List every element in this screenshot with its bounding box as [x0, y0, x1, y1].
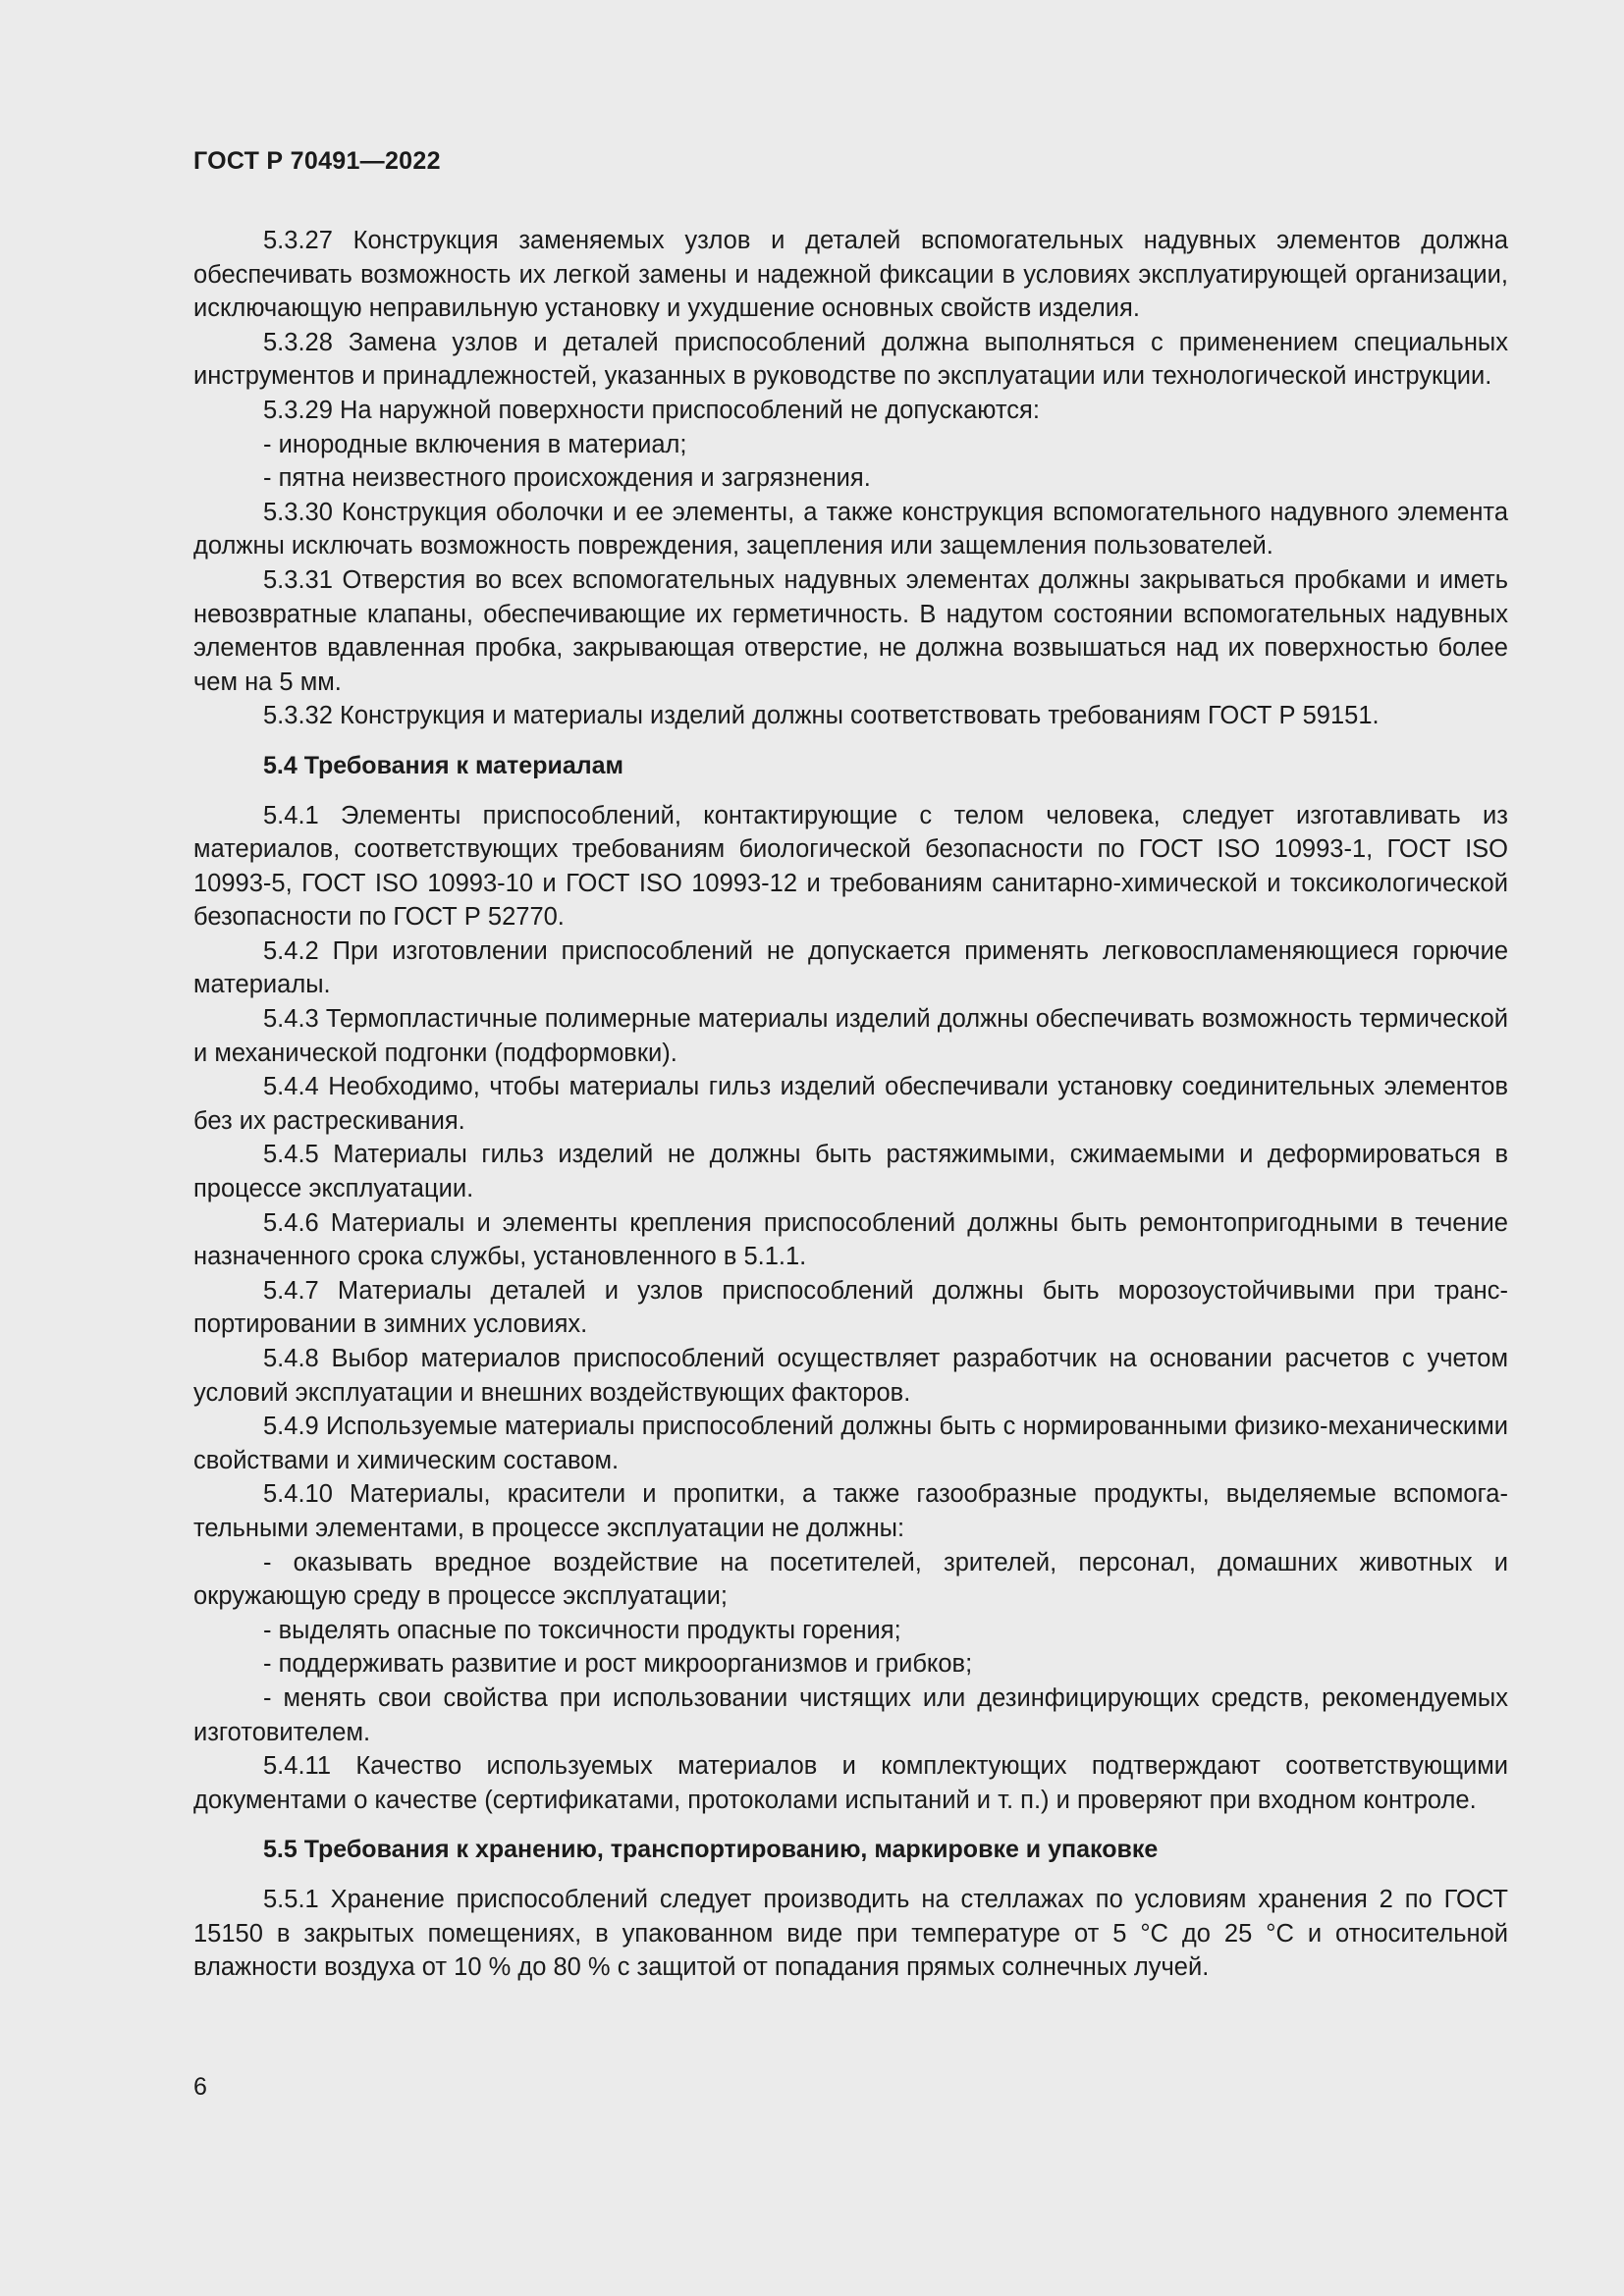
paragraph: 5.3.29 На наружной поверхности приспособлений не допускаются: — [263, 396, 1040, 424]
paragraph: 5.4.2 При изготовлении приспособлений не допускается применять легковоспламеняющиеся горючие материалы. — [193, 936, 1508, 999]
page-number: 6 — [193, 2073, 207, 2101]
list-item: - оказывать вредное воздействие на посетителей, зрителей, персонал, домашних животных и окружающую среду в процессе эксплуатации; — [193, 1548, 1508, 1611]
paragraph: 5.4.1 Элементы приспособлений, контактирующие с телом человека, следует изготавливать из материалов, соответствующих требованиям биологической безопасности по ГОСТ ISO 10993-1, ГОСТ ISO 10993-5, ГОСТ ISO 10993-10 и ГОСТ ISO 10993-12 и требованиям санитарно-химической и токсикологической безопасности по ГОСТ Р 52770. — [193, 801, 1508, 932]
list-item: - менять свои свойства при использовании чистящих или дезинфицирующих средств, рекомендуемых изготовителем. — [193, 1683, 1508, 1746]
paragraph: 5.3.30 Конструкция оболочки и ее элементы, а также конструкция вспомогательного надувного элемента должны исключать возможность повреждения, зацепления или защемления пользователей. — [193, 498, 1508, 561]
list-item: - инородные включения в материал; — [263, 430, 687, 458]
document-body — [193, 224, 1508, 1985]
paragraph: 5.4.10 Материалы, красители и пропитки, а также газообразные продукты, выделяемые вспомогательными элементами, в процессе эксплуатации не должны: — [193, 1480, 1508, 1542]
list-item: - выделять опасные по токсичности продукты горения; — [263, 1616, 901, 1644]
paragraph: 5.4.5 Материалы гильз изделий не должны быть растяжимыми, сжимаемыми и деформироваться в процессе эксплуатации. — [193, 1141, 1508, 1203]
paragraph: 5.4.7 Материалы деталей и узлов приспособлений должны быть морозоустойчивыми при транспортировании в зимних условиях. — [193, 1276, 1508, 1339]
paragraph: 5.4.6 Материалы и элементы крепления приспособлений должны быть ремонтопригодными в течение назначенного срока службы, установленного в 5.1.1. — [193, 1208, 1508, 1271]
paragraph: 5.3.32 Конструкция и материалы изделий должны соответствовать требованиям ГОСТ Р 59151. — [263, 702, 1380, 730]
paragraph: 5.4.8 Выбор материалов приспособлений осуществляет разработчик на основании расчетов с учетом условий эксплуатации и внешних воздействующих факторов. — [193, 1345, 1508, 1407]
paragraph: 5.3.31 Отверстия во всех вспомогательных надувных элементах должны закрываться пробками и иметь невозвратные клапаны, обеспечивающие их герметичность. В надутом состоянии вспомогательных надувных элементов вдавленная пробка, закрывающая отверстие, не должна возвышаться над их поверхностью более чем на 5 мм. — [193, 565, 1508, 696]
paragraph: 5.4.9 Используемые материалы приспособлений должны быть с нормированными физико-механическими свойствами и химическим составом. — [193, 1413, 1508, 1474]
paragraph: 5.4.3 Термопластичные полимерные материалы изделий должны обеспечивать возможность термической и механической подгонки (подформовки). — [193, 1005, 1508, 1067]
paragraph: 5.4.4 Необходимо, чтобы материалы гильз изделий обеспечивали установку соединительных элементов без их растрескивания. — [193, 1073, 1508, 1135]
section-heading-5-5: 5.5 Требования к хранению, транспортированию, маркировке и упаковке — [263, 1836, 1159, 1864]
section-heading-5-4: 5.4 Требования к материалам — [263, 751, 624, 779]
paragraph: 5.4.11 Качество используемых материалов и комплектующих подтверждают соответствующими документами о качестве (сертификатами, протоколами испытаний и т. п.) и проверяют при входном контроле. — [193, 1752, 1508, 1814]
document-header: ГОСТ Р 70491—2022 — [193, 147, 441, 175]
paragraph: 5.3.28 Замена узлов и деталей приспособлений должна выполняться с применением специальных инструментов и принадлежностей, указанных в руководстве по эксплуатации или технологической инструкции. — [193, 328, 1508, 391]
paragraph: 5.3.27 Конструкция заменяемых узлов и деталей вспомогательных надувных элементов должна обеспечивать возможность их легкой замены и надежной фиксации в условиях эксплуатирующей организации, исключающую неправильную установку и ухудшение основных свойств изделия. — [193, 227, 1508, 323]
list-item: - поддерживать развитие и рост микроорганизмов и грибков; — [263, 1650, 973, 1679]
paragraph: 5.5.1 Хранение приспособлений следует производить на стеллажах по условиям хранения 2 по ГОСТ 15150 в закрытых помещениях, в упакованном виде при температуре от 5 °С до 25 °С и относительной влажности воздуха от 10 % до 80 % с защитой от попадания прямых солнечных лучей. — [193, 1885, 1508, 1982]
list-item: - пятна неизвестного происхождения и загрязнения. — [263, 464, 871, 493]
